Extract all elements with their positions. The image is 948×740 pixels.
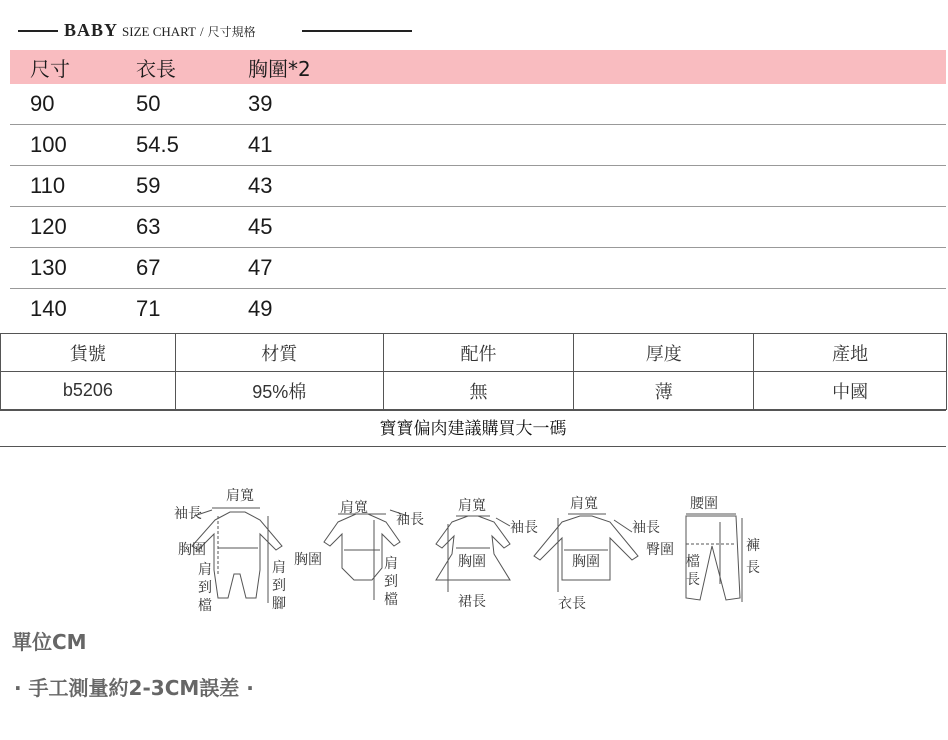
cell-length: 67	[136, 255, 161, 280]
title-right-line	[302, 30, 412, 32]
cell-size: 120	[30, 214, 67, 239]
g5-crotch-1: 檔	[686, 554, 700, 570]
g4-sleeve-label: 袖長	[632, 520, 660, 536]
spec-table	[0, 333, 947, 410]
title-subtitle: SIZE CHART	[122, 24, 196, 39]
title-brand: BABY	[64, 20, 119, 40]
g1-s2c-2: 到	[198, 580, 212, 596]
spec-header-origin: 產地	[754, 334, 947, 372]
spec-value-item-no: b5206	[1, 372, 176, 410]
g1-s2c-3: 檔	[198, 598, 212, 614]
table-row	[10, 289, 946, 329]
g2-s2c-1: 肩	[384, 556, 398, 572]
cell-chest: 49	[248, 296, 273, 321]
error-note: · 手工測量約2-3CM誤差 ·	[14, 676, 254, 700]
spec-value-row	[1, 372, 947, 410]
g4-shoulder-label: 肩寬	[570, 496, 598, 512]
table-row	[10, 248, 946, 289]
g1-shoulder-label: 肩寬	[226, 488, 254, 504]
g2-sleeve-label: 袖長	[396, 512, 424, 528]
spec-value-origin: 中國	[754, 372, 947, 410]
size-table-header	[10, 50, 946, 84]
spec-value-accessory: 無	[383, 372, 574, 410]
g5-waist-label: 腰圍	[690, 496, 718, 512]
cell-length: 63	[136, 214, 161, 239]
measurement-diagram	[160, 488, 780, 623]
cell-length: 54.5	[136, 132, 179, 157]
cell-size: 110	[30, 173, 66, 198]
table-row	[10, 166, 946, 207]
size-chart-title	[0, 14, 948, 48]
title-text	[64, 20, 256, 41]
g3-skirt-label: 裙長	[458, 594, 486, 610]
g2-chest-label: 胸圍	[294, 552, 322, 568]
g5-crotch-2: 長	[686, 572, 700, 588]
cell-size: 90	[30, 91, 55, 116]
spec-header-material: 材質	[175, 334, 383, 372]
cell-chest: 47	[248, 255, 273, 280]
measurement-diagram-svg	[160, 488, 780, 623]
cell-chest: 39	[248, 91, 273, 116]
spec-value-thickness: 薄	[574, 372, 754, 410]
g1-s2f-1: 肩	[272, 560, 286, 576]
header-length: 衣長	[136, 56, 176, 81]
header-chest: 胸圍*2	[248, 56, 311, 81]
cell-chest: 45	[248, 214, 273, 239]
top-figure	[534, 514, 638, 592]
spec-header-item-no: 貨號	[1, 334, 176, 372]
g5-pants-1: 褲	[746, 538, 760, 554]
table-row	[10, 84, 946, 125]
g2-shoulder-label: 肩寬	[340, 500, 368, 516]
size-note: 寶寶偏肉建議購買大一碼	[0, 410, 946, 447]
title-left-line	[18, 30, 58, 32]
size-table	[10, 50, 946, 329]
g3-chest-label: 胸圍	[458, 554, 486, 570]
spec-header-thickness: 厚度	[574, 334, 754, 372]
spec-header-accessory: 配件	[383, 334, 574, 372]
g3-shoulder-label: 肩寬	[458, 498, 486, 514]
spec-header-row	[1, 334, 947, 372]
g5-pants-2: 長	[746, 560, 760, 576]
title-separator: /	[200, 24, 204, 39]
header-size: 尺寸	[30, 56, 70, 81]
cell-length: 50	[136, 91, 161, 116]
g1-s2f-3: 腳	[272, 596, 286, 612]
title-cn: 尺寸規格	[207, 25, 256, 39]
table-row	[10, 125, 946, 166]
table-row	[10, 207, 946, 248]
g1-s2c-1: 肩	[198, 562, 212, 578]
cell-length: 71	[136, 296, 161, 321]
g2-s2c-2: 到	[384, 574, 398, 590]
cell-chest: 43	[248, 173, 273, 198]
spec-value-material: 95%棉	[175, 372, 383, 410]
g5-hip-label: 臀圍	[646, 542, 674, 558]
cell-size: 100	[30, 132, 67, 157]
g2-s2c-3: 檔	[384, 592, 398, 608]
cell-size: 130	[30, 255, 67, 280]
g4-length-label: 衣長	[558, 596, 586, 612]
g1-chest-label: 胸圍	[178, 542, 206, 558]
cell-length: 59	[136, 173, 161, 198]
g1-s2f-2: 到	[272, 578, 286, 594]
unit-label: 單位CM	[12, 630, 87, 654]
cell-chest: 41	[248, 132, 273, 157]
g3-sleeve-label: 袖長	[510, 520, 538, 536]
g4-chest-label: 胸圍	[572, 554, 600, 570]
g1-sleeve-label: 袖長	[174, 506, 202, 522]
cell-size: 140	[30, 296, 67, 321]
